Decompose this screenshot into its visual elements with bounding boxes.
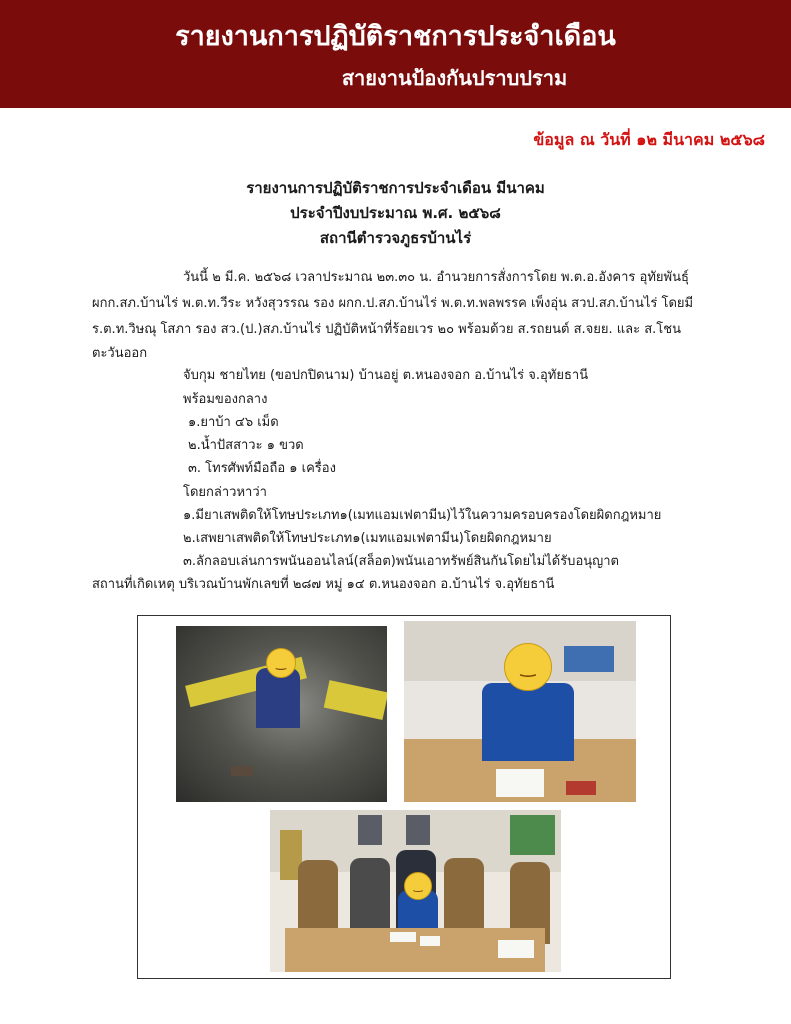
- report-title-line3: สถานีตำรวจภูธรบ้านไร่: [319, 229, 472, 247]
- face-cover-icon: ‿: [504, 643, 552, 691]
- charge-item: ๓.ลักลอบเล่นการพนันออนไลน์(สล็อต)พนันเอาทรัพย์สินกันโดยไม่ได้รับอนุญาต: [183, 554, 619, 569]
- portrait-frame: [406, 815, 430, 845]
- portrait-frame: [358, 815, 382, 845]
- document-on-desk: [390, 932, 416, 942]
- paragraph-line2: ผกก.สภ.บ้านไร่ พ.ต.ท.วีระ หวังสุวรรณ รอง ผกก.ป.สภ.บ้านไร่ พ.ต.ท.พลพรรค เพ็งอุ่น สวป.สภ.บ้านไร่ โดยมี: [92, 296, 694, 311]
- night-scene-photo: [176, 626, 387, 802]
- as-of-date: ข้อมูล ณ วันที่ ๑๒ มีนาคม ๒๕๖๘: [533, 130, 765, 149]
- suspect-photo: [404, 621, 636, 802]
- face-cover-icon: ‿: [404, 872, 432, 900]
- plant: [510, 815, 555, 855]
- header-title: รายงานการปฏิบัติราชการประจำเดือน: [175, 21, 616, 52]
- charge-item: ๑.มียาเสพติดให้โทษประเภท๑(เมทแอมเฟตามีน)ไว้ในความครอบครองโดยผิดกฎหมาย: [183, 508, 662, 523]
- paragraph-line3: ร.ต.ท.วิษณุ โสภา รอง สว.(ป.)สภ.บ้านไร่ ปฏิบัติหน้าที่ร้อยเวร ๒๐ พร้อมด้วย ส.รถยนต์ ส.จยย. และ ส.โชน: [92, 322, 681, 337]
- shelf-box: [564, 646, 614, 672]
- evidence-label: พร้อมของกลาง: [183, 392, 268, 407]
- photo-frame: [137, 615, 671, 979]
- paragraph-line1: วันนี้ ๒ มี.ค. ๒๕๖๘ เวลาประมาณ ๒๓.๓๐ น. อำนวยการสั่งการโดย พ.ต.อ.อังคาร อุทัยพันธุ์: [183, 270, 689, 285]
- location-line: สถานที่เกิดเหตุ บริเวณบ้านพักเลขที่ ๒๘๗ หมู่ ๑๔ ต.หนองจอก อ.บ้านไร่ จ.อุทัยธานี: [92, 577, 555, 592]
- paragraph-line4: ตะวันออก: [92, 346, 148, 361]
- evidence-item: ๑.ยาบ้า ๔๖ เม็ด: [188, 415, 279, 430]
- group-photo: [270, 810, 561, 972]
- face-cover-icon: ‿: [266, 648, 296, 678]
- report-title-line2: ประจำปีงบประมาณ พ.ศ. ๒๕๖๘: [290, 204, 501, 222]
- arrest-line: จับกุม ชายไทย (ขอปกปิดนาม) บ้านอยู่ ต.หนองจอก อ.บ้านไร่ จ.อุทัยธานี: [183, 368, 589, 383]
- person-figure: [482, 683, 574, 761]
- header-subtitle: สายงานป้องกันปราบปราม: [341, 66, 568, 90]
- document-on-desk: [420, 936, 440, 946]
- object-on-ground: [231, 766, 253, 776]
- evidence-item: ๓. โทรศัพท์มือถือ ๑ เครื่อง: [188, 461, 336, 476]
- document-on-desk: [496, 769, 544, 797]
- charge-item: ๒.เสพยาเสพติดให้โทษประเภท๑(เมทแอมเฟตามีน)โดยผิดกฎหมาย: [183, 531, 552, 546]
- report-header: [0, 0, 791, 108]
- charges-label: โดยกล่าวหาว่า: [183, 485, 267, 500]
- report-title-line1: รายงานการปฏิบัติราชการประจำเดือน มีนาคม: [246, 179, 545, 197]
- evidence-item-photo: [566, 781, 596, 795]
- evidence-item: ๒.น้ำปัสสาวะ ๑ ขวด: [188, 438, 304, 453]
- document-on-desk: [498, 940, 534, 958]
